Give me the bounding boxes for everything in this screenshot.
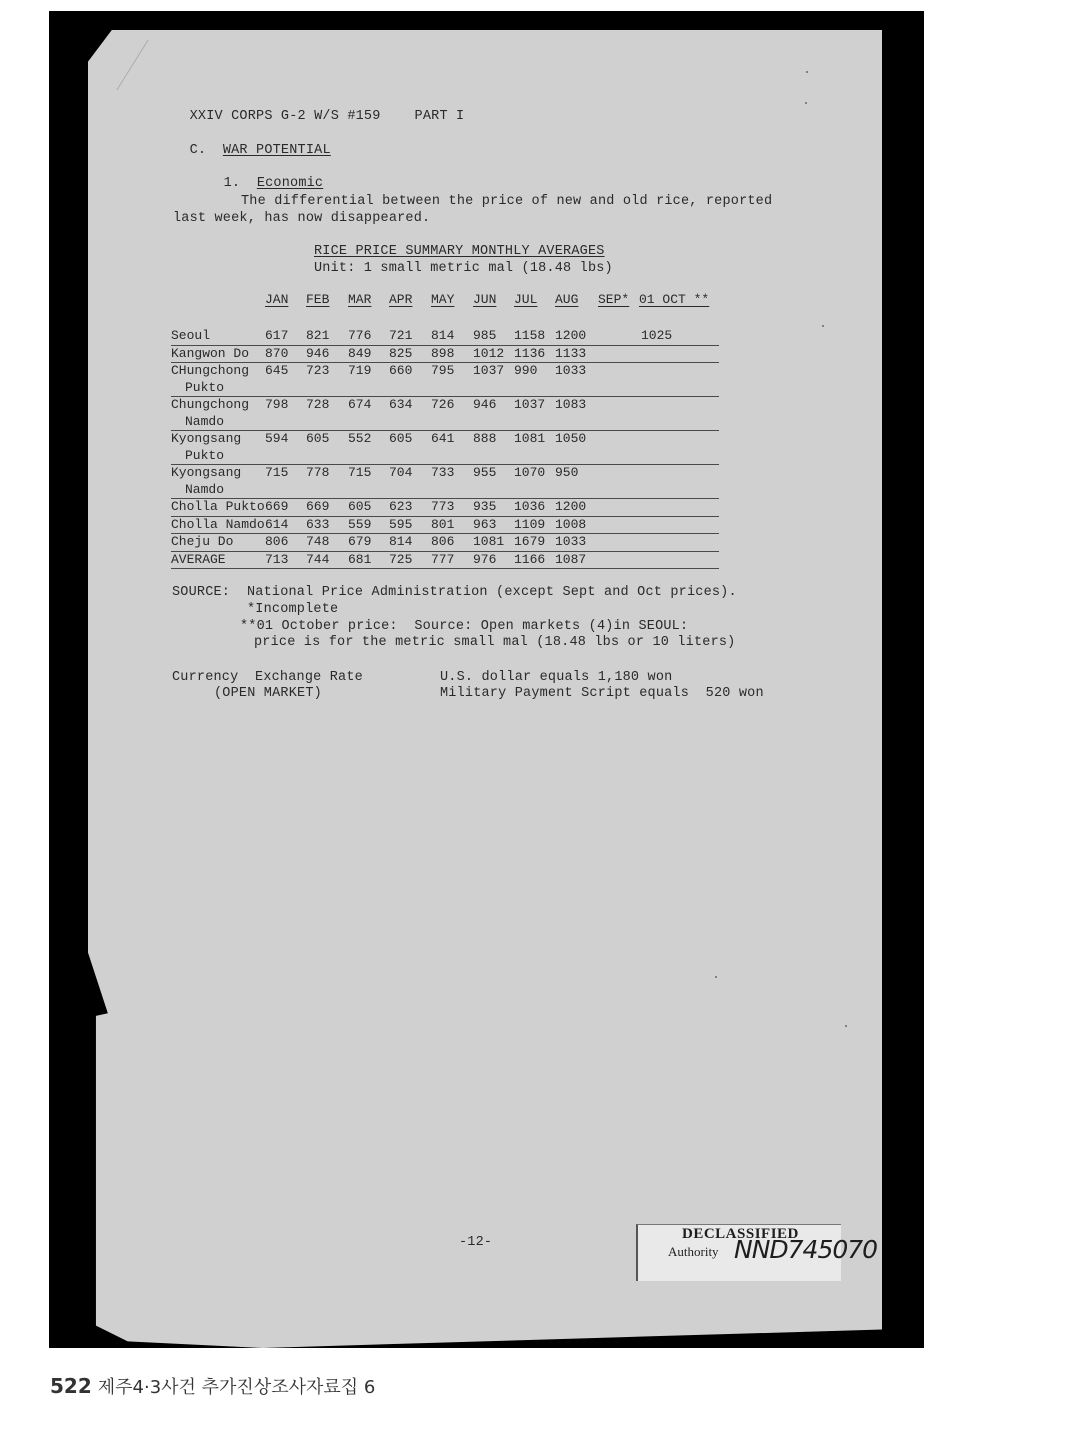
row-label-line-1: Kangwon Do <box>171 345 250 361</box>
table-cell: 1200 <box>555 328 587 343</box>
table-cell: 950 <box>555 465 579 480</box>
table-cell: 674 <box>348 397 372 412</box>
table-cell: 814 <box>389 534 413 549</box>
row-label <box>171 534 233 551</box>
column-header: JAN <box>265 292 289 307</box>
table-header-row <box>171 292 719 312</box>
column-header: MAY <box>431 292 455 307</box>
table-cell: 715 <box>265 465 289 480</box>
table-cell: 888 <box>473 431 497 446</box>
table-cell: 821 <box>306 328 330 343</box>
table-cell: 955 <box>473 465 497 480</box>
currency-label-2: (OPEN MARKET) <box>214 686 322 701</box>
paragraph-line-1: The differential between the price of new and old rice, reported <box>241 194 773 209</box>
table-cell: 645 <box>265 363 289 378</box>
scan-speck <box>806 71 808 73</box>
table-cell: 623 <box>389 499 413 514</box>
column-header: MAR <box>348 292 372 307</box>
table-cell: 605 <box>389 431 413 446</box>
table-cell: 870 <box>265 345 289 361</box>
table-cell: 798 <box>265 397 289 412</box>
source-line-3: **01 October price: Source: Open markets (4)in SEOUL: <box>240 619 689 634</box>
subsection-heading <box>207 161 323 191</box>
table-cell: 1133 <box>555 345 587 361</box>
table-cell: 946 <box>306 345 330 361</box>
row-label-line-1: Seoul <box>171 328 211 343</box>
table-cell: 849 <box>348 345 372 361</box>
row-label-line-1: Kyongsang <box>171 465 242 480</box>
document-page-number: -12- <box>459 1235 493 1250</box>
section-letter: C. <box>189 143 207 158</box>
table-cell: 1037 <box>514 397 546 412</box>
row-label-line-2: Namdo <box>185 481 225 497</box>
paragraph-line-2: last week, has now disappeared. <box>173 211 431 226</box>
table-cell: 748 <box>306 534 330 549</box>
section-heading <box>173 128 331 158</box>
table-row <box>171 517 719 535</box>
row-label <box>171 431 241 464</box>
stamp-authority-code: NND745070 <box>734 1235 878 1264</box>
table-cell: 681 <box>348 551 372 567</box>
table-cell: 669 <box>306 499 330 514</box>
table-cell: 552 <box>348 431 372 446</box>
column-header: FEB <box>306 292 330 307</box>
table-cell: 605 <box>306 431 330 446</box>
table-cell: 719 <box>348 363 372 378</box>
source-line-4: price is for the metric small mal (18.48 lbs or 10 liters) <box>254 635 736 650</box>
table-row <box>171 499 719 517</box>
table-cell: 1033 <box>555 534 587 549</box>
row-label <box>171 397 249 430</box>
table-row <box>171 397 719 431</box>
table-cell: 1083 <box>555 397 587 412</box>
row-label-line-1: Cholla Pukto <box>171 499 265 514</box>
table-row <box>171 552 719 570</box>
table-row <box>171 328 719 346</box>
row-label-line-1: CHungchong <box>171 363 250 378</box>
part-label: PART I <box>414 109 465 124</box>
table-cell: 825 <box>389 345 413 361</box>
table-cell: 744 <box>306 551 330 567</box>
table-cell: 704 <box>389 465 413 480</box>
row-label-line-1: AVERAGE <box>171 551 226 567</box>
book-title: 제주4·3사건 추가진상조사자료집 6 <box>97 1377 376 1398</box>
table-cell: 1081 <box>473 534 505 549</box>
table-cell: 777 <box>431 551 455 567</box>
document-header <box>173 94 464 124</box>
scan-speck <box>715 976 717 978</box>
column-header: AUG <box>555 292 579 307</box>
row-label <box>171 552 226 569</box>
table-cell: 725 <box>389 551 413 567</box>
table-cell: 728 <box>306 397 330 412</box>
source-line-1: National Price Administration (except Sept and Oct prices). <box>247 585 737 600</box>
table-cell: 801 <box>431 516 455 532</box>
row-label <box>171 346 249 363</box>
currency-line-2: Military Payment Script equals 520 won <box>440 686 764 701</box>
table-cell: 1087 <box>555 551 587 567</box>
table-cell: 1136 <box>514 345 546 361</box>
table-cell: 1025 <box>641 328 673 343</box>
row-label <box>171 328 210 345</box>
table-cell: 617 <box>265 328 289 343</box>
row-label-line-1: Kyongsang <box>171 431 242 446</box>
table-cell: 898 <box>431 345 455 361</box>
table-cell: 976 <box>473 551 497 567</box>
table-cell: 776 <box>348 328 372 343</box>
column-header: JUL <box>514 292 538 307</box>
book-page-number: 522 <box>50 1374 92 1398</box>
table-row <box>171 363 719 397</box>
table-cell: 614 <box>265 516 289 532</box>
table-cell: 1081 <box>514 431 546 446</box>
source-label: SOURCE: <box>172 585 231 600</box>
section-title: WAR POTENTIAL <box>222 143 331 158</box>
table-cell: 773 <box>431 499 455 514</box>
table-cell: 1008 <box>555 516 587 532</box>
book-footer <box>50 1373 375 1399</box>
table-cell: 595 <box>389 516 413 532</box>
table-cell: 1070 <box>514 465 546 480</box>
row-label <box>171 363 249 396</box>
rice-price-table <box>171 292 719 569</box>
table-cell: 594 <box>265 431 289 446</box>
table-cell: 1012 <box>473 345 505 361</box>
table-cell: 778 <box>306 465 330 480</box>
table-cell: 990 <box>514 363 538 378</box>
table-cell: 946 <box>473 397 497 412</box>
table-cell: 1158 <box>514 328 546 343</box>
table-cell: 795 <box>431 363 455 378</box>
table-cell: 963 <box>473 516 497 532</box>
row-label-line-2: Namdo <box>185 413 225 429</box>
row-label <box>171 465 241 498</box>
table-row <box>171 465 719 499</box>
table-cell: 605 <box>348 499 372 514</box>
row-label-line-2: Pukto <box>185 447 225 463</box>
table-cell: 679 <box>348 534 372 549</box>
table-cell: 733 <box>431 465 455 480</box>
column-header: APR <box>389 292 413 307</box>
column-header: 01 OCT ** <box>639 292 710 307</box>
column-header: SEP* <box>598 292 630 307</box>
row-label <box>171 517 265 534</box>
table-cell: 721 <box>389 328 413 343</box>
table-cell: 723 <box>306 363 330 378</box>
subsection-title: Economic <box>256 176 324 191</box>
table-cell: 660 <box>389 363 413 378</box>
table-cell: 641 <box>431 431 455 446</box>
source-line-2: *Incomplete <box>247 602 339 617</box>
table-cell: 814 <box>431 328 455 343</box>
table-cell: 669 <box>265 499 289 514</box>
table-row <box>171 346 719 364</box>
scan-speck <box>822 325 824 327</box>
row-label-line-2: Pukto <box>185 379 225 395</box>
stamp-authority-label: Authority <box>668 1244 719 1259</box>
table-cell: 713 <box>265 551 289 567</box>
header-line: XXIV CORPS G-2 W/S #159 <box>189 109 381 124</box>
table-cell: 633 <box>306 516 330 532</box>
row-label-line-1: Cheju Do <box>171 534 234 549</box>
table-cell: 1109 <box>514 516 546 532</box>
row-label-line-1: Chungchong <box>171 397 250 412</box>
table-cell: 1050 <box>555 431 587 446</box>
table-row <box>171 431 719 465</box>
currency-line-1: U.S. dollar equals 1,180 won <box>440 670 673 685</box>
table-cell: 1036 <box>514 499 546 514</box>
table-cell: 726 <box>431 397 455 412</box>
table-cell: 559 <box>348 516 372 532</box>
table-unit: Unit: 1 small metric mal (18.48 lbs) <box>314 261 613 276</box>
table-cell: 1037 <box>473 363 505 378</box>
subsection-number: 1. <box>223 176 241 191</box>
table-row <box>171 534 719 552</box>
table-cell: 806 <box>265 534 289 549</box>
scan-speck <box>845 1025 847 1027</box>
table-cell: 935 <box>473 499 497 514</box>
table-cell: 1166 <box>514 551 546 567</box>
declassified-stamp <box>636 1224 878 1281</box>
currency-label-1: Currency Exchange Rate <box>172 670 363 685</box>
scan-speck <box>805 102 807 104</box>
table-cell: 1679 <box>514 534 546 549</box>
row-label <box>171 499 265 516</box>
row-label-line-1: Cholla Namdo <box>171 516 265 532</box>
column-header: JUN <box>473 292 497 307</box>
table-cell: 985 <box>473 328 497 343</box>
table-cell: 634 <box>389 397 413 412</box>
stamp-title: DECLASSIFIED <box>682 1226 799 1242</box>
table-title: RICE PRICE SUMMARY MONTHLY AVERAGES <box>314 244 605 259</box>
table-cell: 1033 <box>555 363 587 378</box>
table-cell: 806 <box>431 534 455 549</box>
table-cell: 715 <box>348 465 372 480</box>
table-body <box>171 328 719 569</box>
table-cell: 1200 <box>555 499 587 514</box>
